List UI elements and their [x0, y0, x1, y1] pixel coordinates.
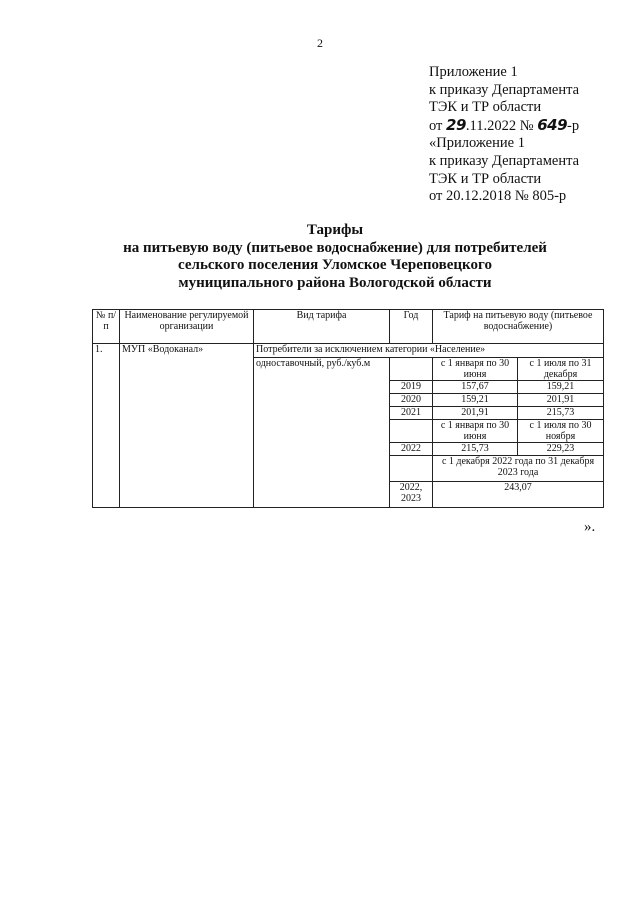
year-cell	[390, 358, 433, 381]
org-name: МУП «Водоканал»	[120, 344, 254, 508]
page-number: 2	[317, 36, 323, 50]
header-type: Вид тарифа	[254, 310, 390, 344]
value-cell: 159,21	[518, 381, 604, 394]
value-cell: 157,67	[433, 381, 518, 394]
value-cell: 201,91	[433, 407, 518, 420]
year-cell	[390, 456, 433, 482]
period-cell: с 1 января по 30 июня	[433, 420, 518, 443]
table-row	[93, 344, 604, 358]
year-cell	[390, 420, 433, 443]
header-num: № п/п	[93, 310, 120, 344]
year-cell: 2020	[390, 394, 433, 407]
appendix-block	[429, 64, 579, 206]
document-title	[80, 222, 590, 292]
appendix-line-2: к приказу Департамента	[429, 81, 580, 98]
appendix-date-suffix: -р	[567, 117, 580, 134]
appendix-date-mid: .11.2022 №	[465, 117, 534, 134]
row-number: 1.	[93, 344, 120, 508]
value-cell: 201,91	[518, 394, 604, 407]
title-line-1: Тарифы	[306, 222, 364, 238]
year-cell: 2022, 2023	[390, 482, 433, 508]
title-line-3: сельского поселения Уломское Череповецкого	[178, 257, 492, 274]
appendix-date-prefix: от	[429, 117, 443, 134]
value-cell: 215,73	[518, 407, 604, 420]
title-line-4: муниципального района Вологодской области	[178, 274, 492, 291]
value-cell: 159,21	[433, 394, 518, 407]
table-header-row	[93, 310, 604, 344]
appendix-line-3: ТЭК и ТР области	[429, 99, 542, 116]
year-cell: 2021	[390, 407, 433, 420]
tariff-table	[92, 309, 604, 508]
value-cell: 243,07	[433, 482, 604, 508]
period-cell: с 1 декабря 2022 года по 31 декабря 2023 года	[433, 456, 604, 482]
period-cell: с 1 июля по 30 ноября	[518, 420, 604, 443]
year-cell: 2022	[390, 443, 433, 456]
header-year: Год	[390, 310, 433, 344]
title-line-2: на питьевую воду (питьевое водоснабжение) для потребителей	[123, 239, 547, 256]
appendix-line-6: к приказу Департамента	[429, 152, 580, 169]
consumer-category: Потребители за исключением категории «Население»	[254, 344, 604, 358]
tariff-type: одноставочный, руб./куб.м	[254, 358, 390, 508]
closing-quote: ».	[584, 519, 596, 535]
year-cell: 2019	[390, 381, 433, 394]
appendix-line-7: ТЭК и ТР области	[429, 170, 542, 187]
appendix-line-1: Приложение 1	[429, 64, 518, 80]
header-tariff: Тариф на питьевую воду (питьевое водоснабжение)	[433, 310, 604, 344]
appendix-line-5: «Приложение 1	[429, 135, 525, 152]
value-cell: 229,23	[518, 443, 604, 456]
header-org: Наименование регулируемой организации	[120, 310, 254, 344]
period-cell: с 1 января по 30 июня	[433, 358, 518, 381]
appendix-line-4	[429, 117, 579, 136]
period-cell: с 1 июля по 31 декабря	[518, 358, 604, 381]
appendix-line-8: от 20.12.2018 № 805-р	[429, 188, 567, 205]
handwritten-day: 29	[446, 115, 466, 134]
value-cell: 215,73	[433, 443, 518, 456]
handwritten-number: 649	[537, 115, 568, 134]
